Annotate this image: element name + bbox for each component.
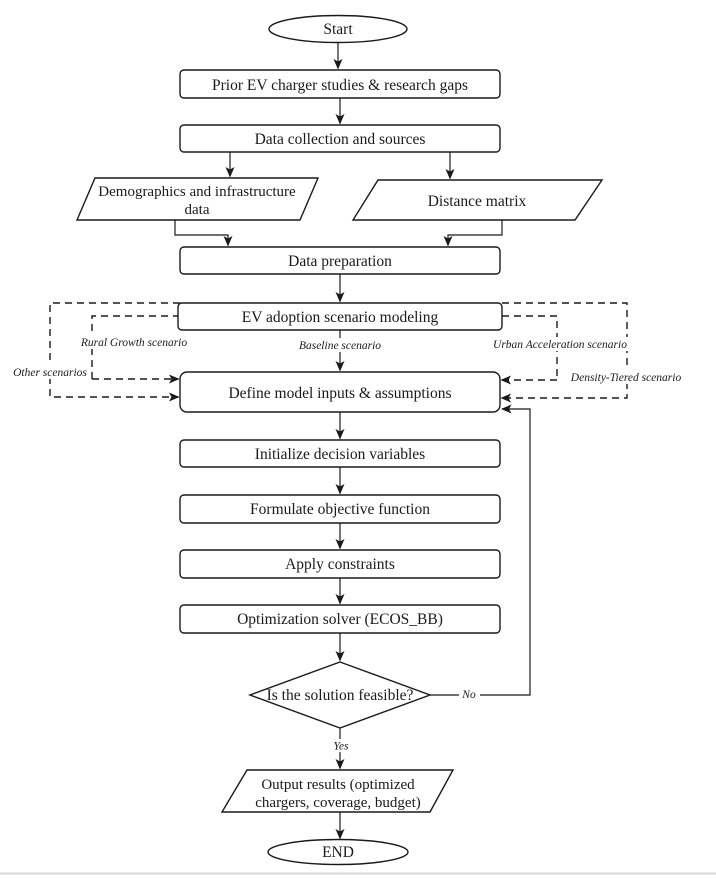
node-start [269,16,407,43]
urban-scenario-label: Urban Acceleration scenario [493,339,627,351]
objective-function-label: Formulate objective function [250,501,430,518]
data-preparation-label: Data preparation [288,253,392,270]
node-output-results [222,770,453,812]
node-define-inputs [180,372,500,412]
optimization-solver-label: Optimization solver (ECOS_BB) [237,611,443,628]
node-prior-studies [180,70,500,98]
edge-demographics-to-preparation [175,220,228,246]
feasibility-label: Is the solution feasible? [266,687,414,704]
node-ev-adoption [178,303,502,330]
end-label: END [322,844,354,861]
rural-scenario-label: Rural Growth scenario [80,337,188,349]
define-inputs-label: Define model inputs & assumptions [228,385,452,402]
density-scenario-label: Density-Tiered scenario [570,372,682,384]
demographics-label-line2: data [184,202,210,218]
demographics-label-line1: Demographics and infrastructure [98,184,296,200]
node-demographics-data [77,178,318,220]
edge-distance-to-preparation [448,220,502,246]
yes-branch-label: Yes [333,740,349,753]
output-results-label-line2: chargers, coverage, budget) [255,795,421,811]
node-end [268,840,408,865]
node-objective-function [180,495,500,523]
initialize-variables-label: Initialize decision variables [254,446,426,463]
apply-constraints-label: Apply constraints [285,556,395,573]
start-label: Start [323,21,353,38]
prior-studies-label: Prior EV charger studies & research gaps [212,77,468,94]
output-results-label-line1: Output results (optimized [261,777,415,793]
distance-matrix-label: Distance matrix [427,193,527,210]
ev-adoption-label: EV adoption scenario modeling [241,309,439,326]
node-data-collection [180,125,500,152]
other-scenarios-label: Other scenarios [13,367,87,379]
node-feasibility-decision [250,662,430,728]
no-branch-label: No [462,689,476,701]
node-apply-constraints [180,550,500,578]
node-initialize-variables [180,440,500,467]
baseline-scenario-label: Baseline scenario [298,340,382,352]
node-optimization-solver [180,605,500,633]
node-data-preparation [180,247,500,274]
node-distance-matrix [353,180,602,220]
data-collection-label: Data collection and sources [254,131,426,148]
edge-other-scenarios [50,303,180,397]
